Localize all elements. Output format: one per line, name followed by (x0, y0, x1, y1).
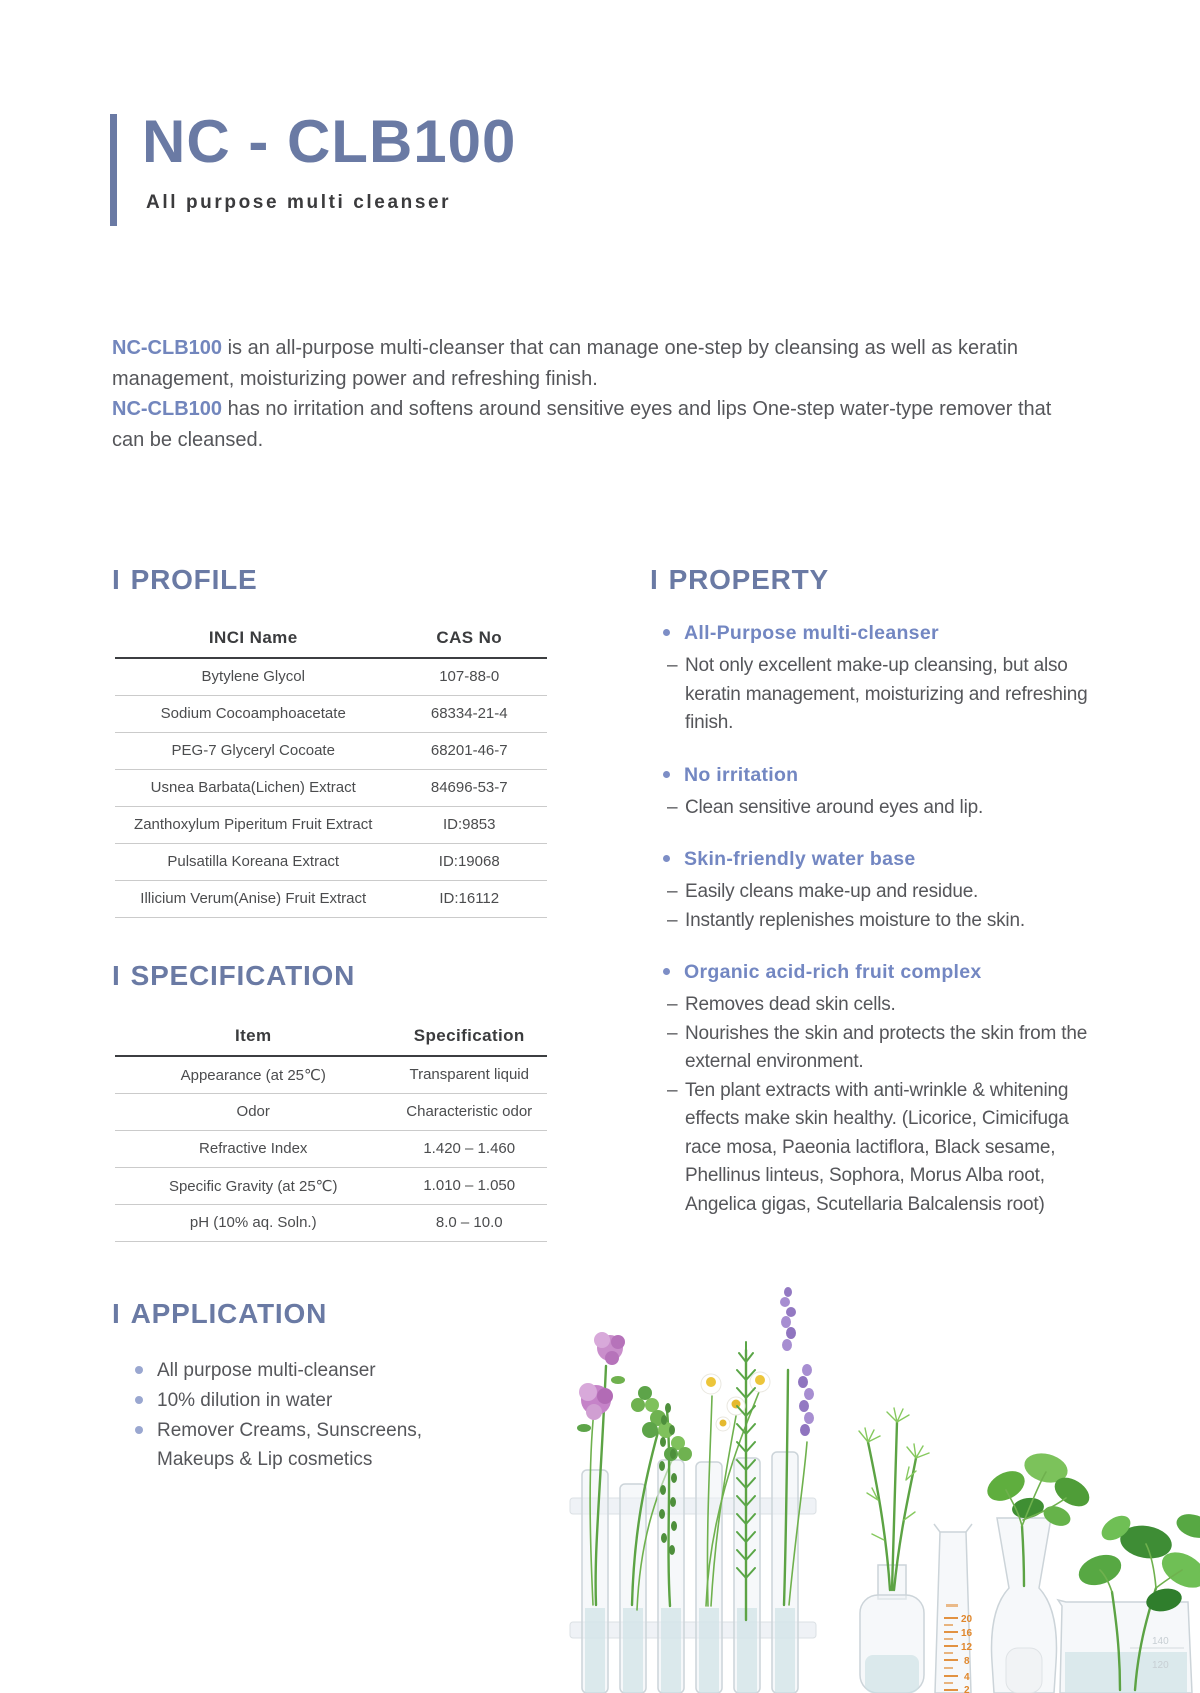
table-cell: Specific Gravity (at 25℃) (115, 1167, 391, 1204)
specification-table (115, 1016, 547, 1242)
property-point: – Not only excellent make-up cleansing, but also keratin management, moisturizing and refreshing finish. (663, 652, 1099, 738)
table-cell: Characteristic odor (391, 1093, 547, 1130)
dash-marker: – (667, 994, 678, 1015)
herb-lab-glassware-illustration (560, 1270, 1200, 1693)
table-cell: Appearance (at 25℃) (115, 1056, 391, 1093)
brand-name: NC-CLB100 (112, 398, 223, 420)
table-cell: Bytylene Glycol (115, 658, 391, 695)
table-header-row (115, 618, 547, 658)
title-accent-bar (110, 114, 117, 226)
dash-marker: – (667, 796, 678, 818)
column-header: Specification (391, 1016, 547, 1056)
table-row (115, 1093, 547, 1130)
table-cell: Refractive Index (115, 1130, 391, 1167)
table-cell: 8.0 – 10.0 (391, 1204, 547, 1241)
svg-text:20: 20 (961, 1614, 973, 1625)
property-group-title: No irritation (684, 763, 799, 786)
property-group-title: Organic acid-rich fruit complex (684, 961, 982, 983)
bullet-dot-icon (135, 1366, 143, 1374)
heading-prefix: I (112, 1298, 121, 1329)
table-cell: PEG-7 Glyceryl Cocoate (115, 732, 391, 769)
table-cell: Transparent liquid (391, 1056, 547, 1093)
table-cell: 107-88-0 (391, 658, 547, 695)
table-cell: pH (10% aq. Soln.) (115, 1204, 391, 1241)
intro-paragraph-1 (112, 333, 1060, 394)
bullet-dot-icon (663, 855, 670, 862)
application-heading: I APPLICATION (112, 1298, 328, 1329)
profile-table (115, 618, 547, 918)
table-row (115, 695, 547, 732)
table-row (115, 1167, 547, 1204)
dill-bottle (859, 1408, 929, 1693)
table-row (115, 806, 547, 843)
heading-prefix: I (112, 564, 121, 595)
clover-leaves (631, 1386, 692, 1461)
property-group (663, 959, 1099, 1219)
table-cell: 1.420 – 1.460 (391, 1130, 547, 1167)
page-title: NC - CLB100 (142, 108, 517, 175)
bullet-dot-icon (663, 771, 670, 778)
table-row (115, 1056, 547, 1093)
table-cell: 1.010 – 1.050 (391, 1167, 547, 1204)
table-row (115, 880, 547, 917)
svg-text:140: 140 (1152, 1636, 1169, 1647)
table-row (115, 732, 547, 769)
heading-prefix: I (650, 564, 659, 595)
table-cell: Pulsatilla Koreana Extract (115, 843, 391, 880)
list-item: Remover Creams, Sunscreens, Makeups & Lip cosmetics (135, 1416, 435, 1474)
table-cell: Usnea Barbata(Lichen) Extract (115, 769, 391, 806)
table-cell: 68201-46-7 (391, 732, 547, 769)
lavender-flower (780, 1287, 814, 1436)
table-cell: 68334-21-4 (391, 695, 547, 732)
intro-text-2: has no irritation and softens around sensitive eyes and lips One-step water-type remover that can be cleansed. (112, 398, 1052, 451)
brand-name: NC-CLB100 (112, 337, 223, 359)
svg-text:8: 8 (964, 1656, 970, 1667)
property-point: – Nourishes the skin and protects the skin from the external environment. (663, 1020, 1099, 1077)
application-list (135, 1356, 435, 1475)
bullet-dot-icon (135, 1396, 143, 1404)
bullet-dot-icon (135, 1426, 143, 1434)
dash-marker: – (667, 1079, 678, 1101)
property-point: – Easily cleans make-up and residue. (663, 878, 1099, 907)
property-group-title: All-Purpose multi-cleanser (684, 622, 939, 644)
svg-text:120: 120 (1152, 1660, 1169, 1671)
column-header: Item (115, 1016, 391, 1056)
table-cell: ID:9853 (391, 806, 547, 843)
property-heading: I PROPERTY (650, 564, 830, 595)
list-item: All purpose multi-cleanser (135, 1356, 435, 1385)
table-cell: Odor (115, 1093, 391, 1130)
graduated-cylinder (934, 1524, 973, 1693)
table-cell: ID:19068 (391, 843, 547, 880)
clover-flower (577, 1332, 625, 1432)
property-group (663, 762, 1099, 823)
dash-marker: – (667, 1022, 678, 1044)
test-tube (772, 1370, 807, 1693)
heading-prefix: I (112, 960, 121, 991)
table-cell: Sodium Cocoamphoacetate (115, 695, 391, 732)
property-list (663, 620, 1099, 1243)
list-item: 10% dilution in water (135, 1386, 435, 1415)
property-point: – Clean sensitive around eyes and lip. (663, 794, 1099, 823)
specification-heading: I SPECIFICATION (112, 960, 356, 991)
profile-heading: I PROFILE (112, 564, 258, 595)
property-group (663, 620, 1099, 738)
intro-paragraphs (112, 333, 1060, 455)
table-row (115, 1204, 547, 1241)
column-header: CAS No (391, 618, 547, 658)
svg-text:2: 2 (964, 1685, 970, 1693)
bullet-dot-icon (663, 968, 670, 975)
table-cell: Illicium Verum(Anise) Fruit Extract (115, 880, 391, 917)
table-row (115, 1130, 547, 1167)
property-group (663, 846, 1099, 935)
page-subtitle: All purpose multi cleanser (146, 192, 452, 213)
table-row (115, 843, 547, 880)
table-cell: ID:16112 (391, 880, 547, 917)
table-row (115, 769, 547, 806)
svg-text:16: 16 (961, 1628, 973, 1639)
table-cell: 84696-53-7 (391, 769, 547, 806)
dash-marker: – (667, 909, 678, 931)
intro-text-1: is an all-purpose multi-cleanser that can manage one-step by cleansing as well as keratin management, moisturizing power and refreshing finish. (112, 337, 1019, 390)
svg-text:12: 12 (961, 1642, 973, 1653)
table-cell: Zanthoxylum Piperitum Fruit Extract (115, 806, 391, 843)
property-point: – Removes dead skin cells. (663, 991, 1099, 1020)
dash-marker: – (667, 655, 678, 676)
dash-marker: – (667, 881, 678, 902)
property-group-title: Skin-friendly water base (684, 848, 916, 870)
property-point: – Ten plant extracts with anti-wrinkle & whitening effects make skin healthy. (Licorice, Cimicifuga race mosa, Paeonia lactiflora, Black sesame, Phellinus linteus, Sophora, Morus Alba root, Angelica gigas, Scutellaria Balcalensis root) (663, 1077, 1099, 1220)
bullet-dot-icon (663, 629, 670, 636)
mint-beaker (1058, 1510, 1200, 1693)
svg-text:4: 4 (964, 1672, 970, 1683)
intro-paragraph-2 (112, 394, 1060, 455)
property-point: – Instantly replenishes moisture to the skin. (663, 907, 1099, 936)
table-row (115, 658, 547, 695)
table-header-row (115, 1016, 547, 1056)
column-header: INCI Name (115, 618, 391, 658)
